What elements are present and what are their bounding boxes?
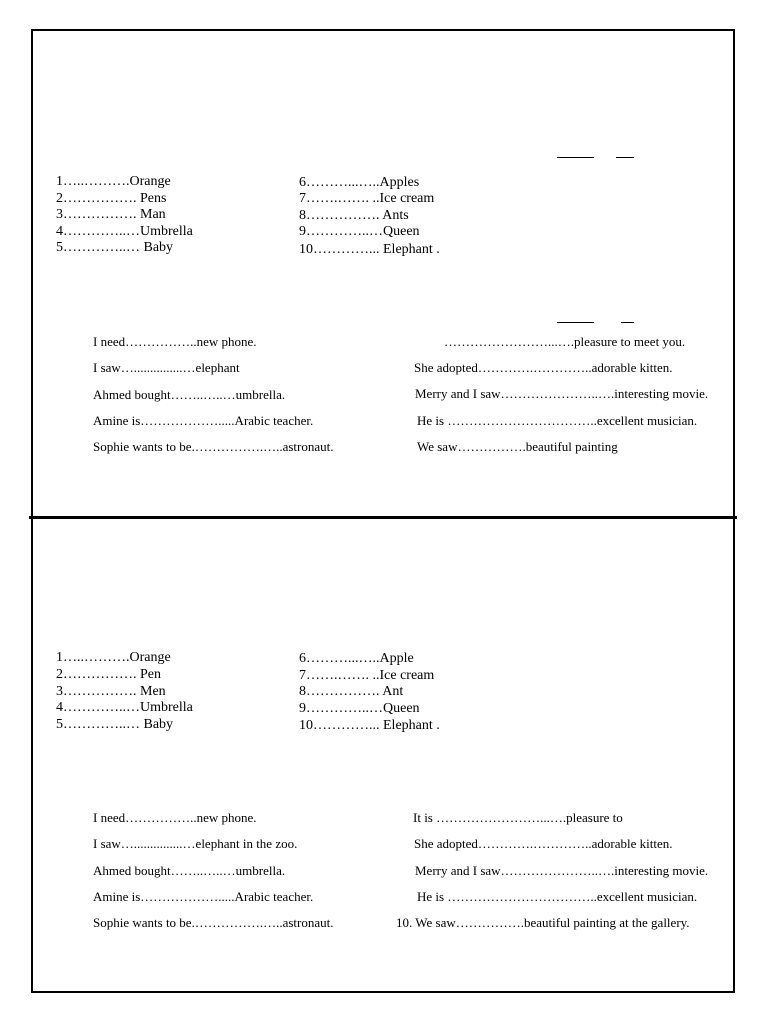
- vocab-item: 5…………..… Baby: [56, 717, 174, 732]
- vocab-item: 1…..……….Orange: [56, 174, 171, 189]
- blank-line: [616, 157, 634, 158]
- sentence: 10. We saw…………….beautiful painting at the gallery.: [396, 915, 690, 930]
- sentence: Sophie wants to be.…………….…..astronaut.: [93, 915, 334, 930]
- blank-line: [621, 322, 634, 323]
- sentence: She adopted………….…………..adorable kitten.: [414, 836, 673, 851]
- sentence: I saw…...............…elephant in the zoo.: [93, 836, 298, 851]
- sentence: She adopted………….…………..adorable kitten.: [414, 360, 673, 375]
- vocab-item: 6………...…..Apple: [299, 651, 414, 666]
- vocab-item: 10…………... Elephant .: [299, 718, 440, 733]
- vocab-item: 7…….……. ..Ice cream: [299, 668, 435, 683]
- vocab-item: 3……………. Man: [56, 207, 166, 222]
- vocab-item: 1…..……….Orange: [56, 650, 171, 665]
- blank-line: [557, 322, 594, 323]
- sentence: We saw…………….beautiful painting: [417, 439, 618, 454]
- sentence: He is ……………………………..excellent musician.: [417, 413, 698, 428]
- section-divider: [29, 516, 737, 519]
- vocab-item: 9…………..…Queen: [299, 701, 420, 716]
- vocab-item: 8……………. Ant: [299, 684, 404, 699]
- vocab-item: 7…….……. ..Ice cream: [299, 191, 435, 206]
- vocab-item: 4…………..…Umbrella: [56, 224, 193, 239]
- vocab-item: 3……………. Men: [56, 684, 166, 699]
- sentence: Sophie wants to be.…………….…..astronaut.: [93, 439, 334, 454]
- vocab-item: 9…………..…Queen: [299, 224, 420, 239]
- vocab-item: 2……………. Pens: [56, 191, 167, 206]
- vocab-item: 8……………. Ants: [299, 208, 409, 223]
- sentence: Amine is……………….....Arabic teacher.: [93, 413, 314, 428]
- sentence: It is ……………………...….pleasure to: [413, 810, 623, 825]
- sentence: Amine is……………….....Arabic teacher.: [93, 889, 314, 904]
- vocab-item: 6………...…..Apples: [299, 175, 420, 190]
- sentence: Merry and I saw…………………..….interesting movie.: [415, 863, 709, 878]
- vocab-item: 10…………... Elephant .: [299, 242, 440, 257]
- sentence: Ahmed bought……..…..…umbrella.: [93, 863, 286, 878]
- vocab-item: 4…………..…Umbrella: [56, 700, 193, 715]
- sentence: He is ……………………………..excellent musician.: [417, 889, 698, 904]
- sentence: ……………………...….pleasure to meet you.: [444, 334, 686, 349]
- vocab-item: 5…………..… Baby: [56, 240, 174, 255]
- sentence: Merry and I saw…………………..….interesting movie.: [415, 386, 709, 401]
- sentence: Ahmed bought……..…..…umbrella.: [93, 387, 286, 402]
- sentence: I need……………..new phone.: [93, 810, 257, 825]
- blank-line: [557, 157, 594, 158]
- vocab-item: 2……………. Pen: [56, 667, 161, 682]
- sentence: I need……………..new phone.: [93, 334, 257, 349]
- sentence: I saw…...............…elephant: [93, 360, 240, 375]
